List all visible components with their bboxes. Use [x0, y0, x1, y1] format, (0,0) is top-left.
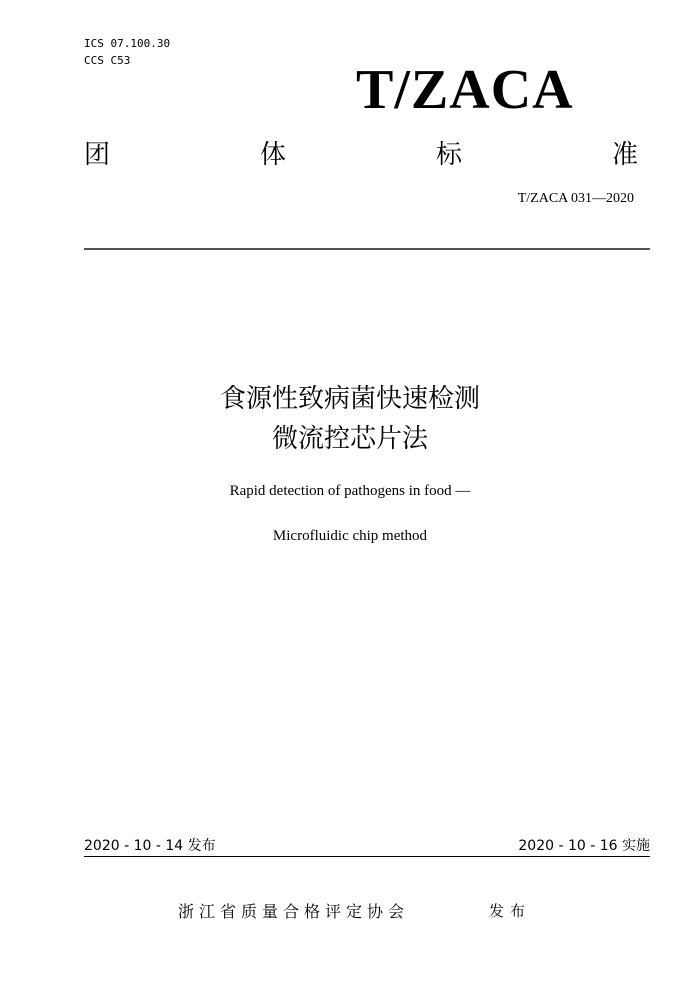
- publisher-name: 浙江省质量合格评定协会: [178, 902, 410, 921]
- standard-type-char: 团: [84, 140, 111, 170]
- publish-label: 发布: [489, 902, 532, 920]
- standard-type-heading: [84, 138, 638, 172]
- ics-code: ICS 07.100.30: [84, 37, 171, 50]
- issue-date: 2020 - 10 - 14 发布: [84, 838, 216, 854]
- standard-number: T/ZACA 031—2020: [517, 191, 634, 206]
- title-zh-line-1: 食源性致病菌快速检测: [219, 384, 480, 414]
- title-en-line-1: Rapid detection of pathogens in food —: [229, 483, 471, 499]
- title-zh-line-2: 微流控芯片法: [271, 424, 428, 454]
- standard-type-char: 标: [435, 140, 462, 170]
- standard-logo: T/ZACA: [356, 59, 574, 121]
- title-en-line-2: Microfluidic chip method: [272, 528, 428, 544]
- ccs-code: CCS C53: [84, 54, 131, 67]
- top-divider: [84, 248, 650, 250]
- standard-type-char: 准: [611, 140, 638, 170]
- bottom-divider: [84, 856, 650, 857]
- implementation-date: 2020 - 10 - 16 实施: [518, 838, 650, 854]
- standard-type-char: 体: [259, 140, 286, 170]
